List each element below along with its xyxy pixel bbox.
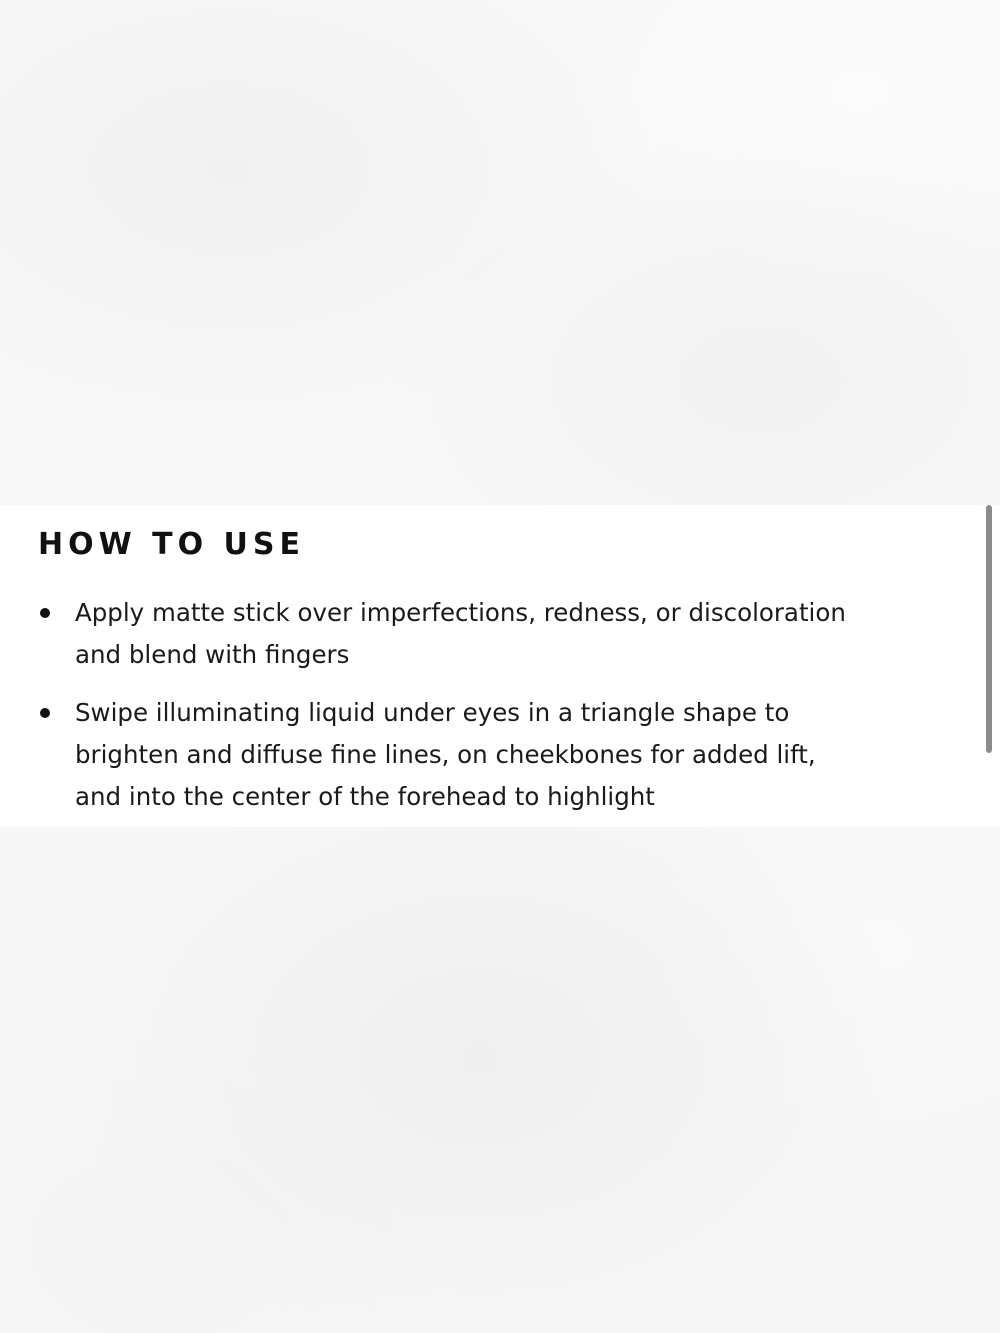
bullet-dot-icon [40,708,50,718]
product-image-placeholder-bottom [0,827,1000,1333]
list-item-line: Swipe illuminating liquid under eyes in a triangle shape to [75,698,790,727]
list-item [38,692,958,818]
list-item-line: and blend with fingers [75,640,350,669]
list-item [38,592,958,676]
list-item-line: brighten and diffuse fine lines, on cheekbones for added lift, [75,740,816,769]
scrollbar-thumb[interactable] [986,505,992,753]
product-image-placeholder-top [0,0,1000,505]
list-item-text [75,692,955,818]
section-title: HOW TO USE [38,527,306,562]
list-item-line: and into the center of the forehead to highlight [75,782,655,811]
list-item-line: Apply matte stick over imperfections, redness, or discoloration [75,598,846,627]
list-item-text [75,592,955,676]
bullet-dot-icon [40,608,50,618]
